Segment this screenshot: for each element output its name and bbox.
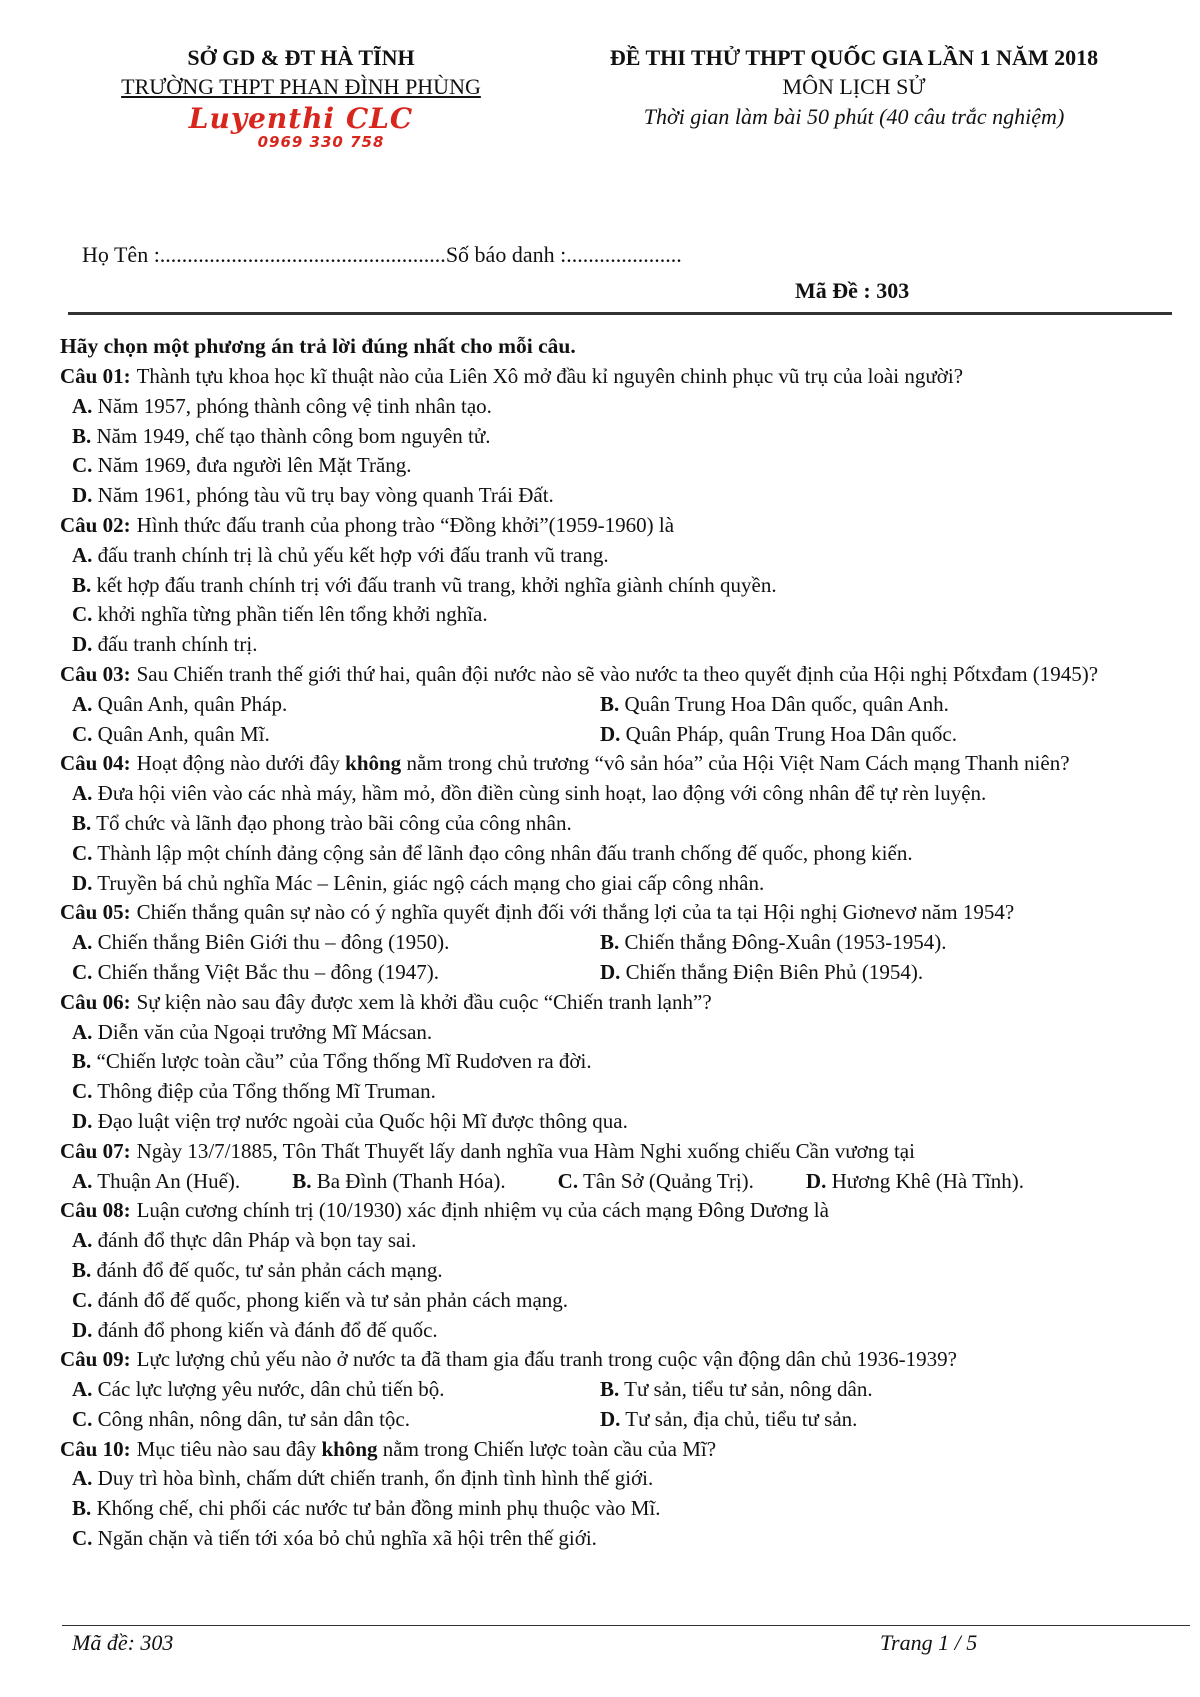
school-name: TRƯỜNG THPT PHAN ĐÌNH PHÙNG [121,74,481,99]
option-d: D. Năm 1961, phóng tàu vũ trụ bay vòng quanh Trái Đất. [72,483,554,508]
question-text: Mục tiêu nào sau đây không nằm trong Chiến lược toàn cầu của Mĩ? [136,1436,717,1461]
option-a: A. Các lực lượng yêu nước, dân chủ tiến bộ. [72,1377,445,1402]
question-number: Câu 04: [60,751,131,776]
footer-divider [62,1625,1190,1626]
option-c: C. Thông điệp của Tổng thống Mĩ Truman. [72,1079,436,1104]
option-c: C. Thành lập một chính đảng cộng sản để lãnh đạo công nhân đấu tranh chống đế quốc, phong kiến. [72,840,913,865]
exam-title: ĐỀ THI THỬ THPT QUỐC GIA LẦN 1 NĂM 2018 [609,45,1099,70]
question-text: Sự kiện nào sau đây được xem là khởi đầu cuộc “Chiến tranh lạnh”? [136,989,712,1014]
question-text: Ngày 13/7/1885, Tôn Thất Thuyết lấy danh nghĩa vua Hàm Nghi xuống chiếu Cần vương tại [136,1138,915,1163]
question-text: Sau Chiến tranh thế giới thứ hai, quân đội nước nào sẽ vào nước ta theo quyết định của Hội nghị Pốtxđam (1945)? [136,661,1099,686]
question-number: Câu 10: [60,1436,131,1461]
option-c: C. Tân Sở (Quảng Trị). [557,1168,754,1193]
option-a: A. Quân Anh, quân Pháp. [72,691,288,716]
question-number: Câu 01: [60,364,131,388]
option-d: D. đấu tranh chính trị. [72,632,258,657]
option-c: C. Chiến thắng Việt Bắc thu – đông (1947). [72,959,439,984]
option-d: D. Đạo luật viện trợ nước ngoài của Quốc hội Mĩ được thông qua. [72,1108,628,1133]
option-b: B. “Chiến lược toàn cầu” của Tổng thống Mĩ Rudơven ra đời. [72,1049,592,1074]
question-03 [60,660,1186,749]
question-text: Hoạt động nào dưới đây không nằm trong chủ trương “vô sản hóa” của Hội Việt Nam Cách mạng Thanh niên? [136,751,1070,776]
question-number: Câu 05: [60,900,131,925]
instruction: Hãy chọn một phương án trả lời đúng nhất cho mỗi câu. [60,334,576,358]
option-d: D. đánh đổ phong kiến và đánh đổ đế quốc. [72,1317,438,1342]
question-text: Chiến thắng quân sự nào có ý nghĩa quyết định đối với thắng lợi của ta tại Hội nghị Giơnevơ năm 1954? [136,900,1015,925]
question-04 [60,749,1186,898]
option-d: D. Truyền bá chủ nghĩa Mác – Lênin, giác ngộ cách mạng cho giai cấp công nhân. [72,870,765,895]
option-a: A. Đưa hội viên vào các nhà máy, hầm mỏ, đồn điền cùng sinh hoạt, lao động với công nhân để tự rèn luyện. [72,781,987,806]
department-name: SỞ GD & ĐT HÀ TĨNH [187,45,415,70]
subject: MÔN LỊCH SỬ [782,74,926,99]
option-b: B. đánh đổ đế quốc, tư sản phản cách mạng. [72,1257,443,1282]
option-b: B. Khống chế, chi phối các nước tư bản đồng minh phụ thuộc vào Mĩ. [72,1496,661,1521]
duration: Thời gian làm bài 50 phút (40 câu trắc nghiệm) [643,104,1065,129]
option-a: A. Thuận An (Huế). [72,1168,241,1193]
option-b: B. Chiến thắng Đông-Xuân (1953-1954). [600,930,947,955]
exam-code: Mã Đề : 303 [795,278,910,303]
option-a: A. Năm 1957, phóng thành công vệ tinh nhân tạo. [72,393,492,418]
question-10 [60,1435,1186,1554]
candidate-info [82,242,682,268]
option-c: C. khởi nghĩa từng phần tiến lên tổng khởi nghĩa. [72,602,488,627]
question-number: Câu 02: [60,512,131,537]
question-number: Câu 07: [60,1138,131,1163]
option-b: B. Tư sản, tiểu tư sản, nông dân. [600,1377,873,1402]
option-d: D. Chiến thắng Điện Biên Phủ (1954). [600,959,924,984]
school-header [96,44,506,150]
question-number: Câu 08: [60,1198,131,1223]
question-07 [60,1137,1186,1197]
logo-name: Luyenthi CLC [188,102,414,135]
option-d: D. Hương Khê (Hà Tĩnh). [805,1168,1024,1193]
option-d: D. Quân Pháp, quân Trung Hoa Dân quốc. [600,721,957,746]
question-text: Thành tựu khoa học kĩ thuật nào của Liên Xô mở đầu kỉ nguyên chinh phục vũ trụ của loài người? [136,364,964,388]
question-01 [60,362,1186,511]
header-divider [68,312,1172,315]
option-b: B. Ba Đình (Thanh Hóa). [292,1168,506,1193]
option-a: A. Diễn văn của Ngoại trưởng Mĩ Mácsan. [72,1019,433,1044]
question-02 [60,511,1186,660]
option-b: B. Năm 1949, chế tạo thành công bom nguyên tử. [72,423,491,448]
option-c: C. Năm 1969, đưa người lên Mặt Trăng. [72,453,412,478]
option-c: C. Quân Anh, quân Mĩ. [72,721,270,746]
option-a: A. Chiến thắng Biên Giới thu – đông (1950). [72,930,450,955]
option-c: C. đánh đổ đế quốc, phong kiến và tư sản phản cách mạng. [72,1287,569,1312]
option-d: D. Tư sản, địa chủ, tiểu tư sản. [600,1406,858,1431]
exam-header [574,44,1134,132]
question-list [60,330,1186,1554]
footer-exam-code: Mã đề: 303 [72,1630,174,1655]
candidate-name-field: Họ Tên :.................................................... [82,242,446,267]
question-08 [60,1196,1186,1345]
logo [96,104,506,150]
question-number: Câu 06: [60,989,131,1014]
question-text: Lực lượng chủ yếu nào ở nước ta đã tham gia đấu tranh trong cuộc vận động dân chủ 1936-1939? [136,1347,957,1372]
option-a: A. Duy trì hòa bình, chấm dứt chiến tranh, ổn định tình hình thế giới. [72,1466,654,1491]
question-text: Hình thức đấu tranh của phong trào “Đồng khởi”(1959-1960) là [136,512,675,537]
question-number: Câu 03: [60,661,131,686]
logo-phone: 0969 330 758 [257,133,385,151]
question-05 [60,898,1186,987]
question-06 [60,988,1186,1137]
option-b: B. Quân Trung Hoa Dân quốc, quân Anh. [600,691,949,716]
question-09 [60,1345,1186,1434]
option-a: A. đánh đổ thực dân Pháp và bọn tay sai. [72,1228,417,1253]
option-b: B. kết hợp đấu tranh chính trị với đấu tranh vũ trang, khởi nghĩa giành chính quyền. [72,572,777,597]
option-b: B. Tổ chức và lãnh đạo phong trào bãi công của công nhân. [72,810,572,835]
question-text: Luận cương chính trị (10/1930) xác định nhiệm vụ của cách mạng Đông Dương là [136,1198,829,1223]
question-number: Câu 09: [60,1347,131,1372]
footer-page-number: Trang 1 / 5 [880,1630,978,1655]
option-a: A. đấu tranh chính trị là chủ yếu kết hợp với đấu tranh vũ trang. [72,542,609,567]
option-c: C. Ngăn chặn và tiến tới xóa bỏ chủ nghĩa xã hội trên thế giới. [72,1526,597,1551]
option-c: C. Công nhân, nông dân, tư sản dân tộc. [72,1406,411,1431]
candidate-id-field: Số báo danh :..................... [445,242,682,267]
